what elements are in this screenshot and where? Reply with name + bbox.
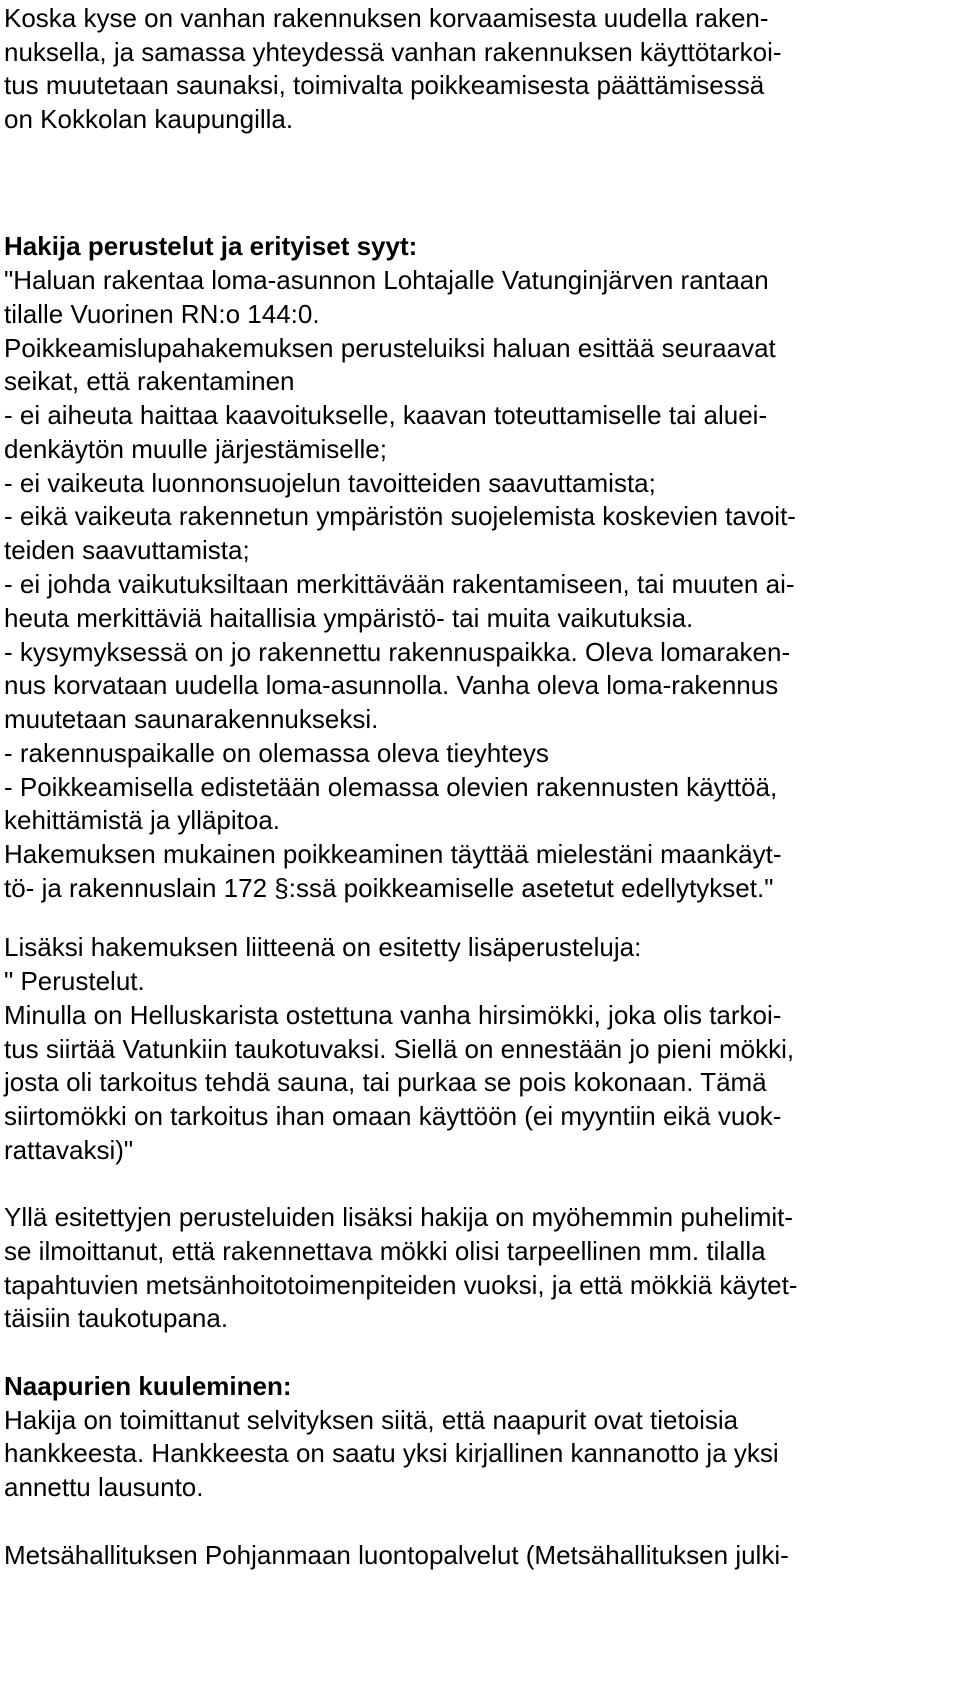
text-line: - ei johda vaikutuksiltaan merkittävään rakentamiseen, tai muuten ai- [4, 569, 795, 599]
text-line: hankkeesta. Hankkeesta on saatu yksi kirjallinen kannanotto ja yksi [4, 1438, 779, 1468]
text-line: muutetaan saunarakennukseksi. [4, 704, 379, 734]
section-heading: Hakija perustelut ja erityiset syyt: [4, 231, 418, 261]
text-line: rattavaksi)" [4, 1135, 134, 1165]
text-line: - ei vaikeuta luonnonsuojelun tavoitteiden saavuttamista; [4, 468, 656, 498]
text-line: tapahtuvien metsänhoitotoimenpiteiden vuoksi, ja että mökkiä käytet- [4, 1270, 798, 1300]
text-line: tus muutetaan saunaksi, toimivalta poikkeamisesta päättämisessä [4, 70, 765, 100]
text-line: Hakemuksen mukainen poikkeaminen täyttää mielestäni maankäyt- [4, 839, 782, 869]
text-line: tö- ja rakennuslain 172 §:ssä poikkeamiselle asetetut edellytykset." [4, 873, 774, 903]
text-line: Koska kyse on vanhan rakennuksen korvaamisesta uudella raken- [4, 3, 769, 33]
text-line: kehittämistä ja ylläpitoa. [4, 805, 281, 835]
text-line: siirtomökki on tarkoitus ihan omaan käyttöön (ei myyntiin eikä vuok- [4, 1101, 782, 1131]
text-line: Yllä esitettyjen perusteluiden lisäksi hakija on myöhemmin puhelimit- [4, 1202, 794, 1232]
text-line: " Perustelut. [4, 966, 145, 996]
text-line: josta oli tarkoitus tehdä sauna, tai purkaa se pois kokonaan. Tämä [4, 1067, 767, 1097]
text-line: heuta merkittäviä haitallisia ympäristö- tai muita vaikutuksia. [4, 603, 694, 633]
text-line: - Poikkeamisella edistetään olemassa olevien rakennusten käyttöä, [4, 772, 778, 802]
text-line: nuksella, ja samassa yhteydessä vanhan rakennuksen käyttötarkoi- [4, 37, 782, 67]
text-line: teiden saavuttamista; [4, 535, 250, 565]
section-heading: Naapurien kuuleminen: [4, 1371, 292, 1401]
text-line: - ei aiheuta haittaa kaavoitukselle, kaavan toteuttamiselle tai aluei- [4, 400, 768, 430]
text-line: Metsähallituksen Pohjanmaan luontopalvelut (Metsähallituksen julki- [4, 1540, 789, 1570]
text-line: - eikä vaikeuta rakennetun ympäristön suojelemista koskevien tavoit- [4, 501, 796, 531]
text-line: Minulla on Helluskarista ostettuna vanha hirsimökki, joka olis tarkoi- [4, 1000, 782, 1030]
text-line: tus siirtää Vatunkiin taukotuvaksi. Siellä on ennestään jo pieni mökki, [4, 1034, 795, 1064]
text-line: Hakija on toimittanut selvityksen siitä, että naapurit ovat tietoisia [4, 1405, 739, 1435]
text-line: "Haluan rakentaa loma-asunnon Lohtajalle Vatunginjärven rantaan [4, 265, 769, 295]
text-line: nus korvataan uudella loma-asunnolla. Vanha oleva loma-rakennus [4, 670, 779, 700]
text-line: seikat, että rakentaminen [4, 366, 295, 396]
text-line: on Kokkolan kaupungilla. [4, 104, 294, 134]
text-line: Lisäksi hakemuksen liitteenä on esitetty lisäperusteluja: [4, 932, 642, 962]
text-line: denkäytön muulle järjestämiselle; [4, 434, 387, 464]
text-line: se ilmoittanut, että rakennettava mökki olisi tarpeellinen mm. tilalla [4, 1236, 766, 1266]
text-line: tilalle Vuorinen RN:o 144:0. [4, 299, 320, 329]
text-line: annettu lausunto. [4, 1472, 204, 1502]
text-line: täisiin taukotupana. [4, 1303, 229, 1333]
text-line: - kysymyksessä on jo rakennettu rakennuspaikka. Oleva lomaraken- [4, 637, 791, 667]
text-line: Poikkeamislupahakemuksen perusteluiksi haluan esittää seuraavat [4, 333, 776, 363]
text-line: - rakennuspaikalle on olemassa oleva tieyhteys [4, 738, 549, 768]
